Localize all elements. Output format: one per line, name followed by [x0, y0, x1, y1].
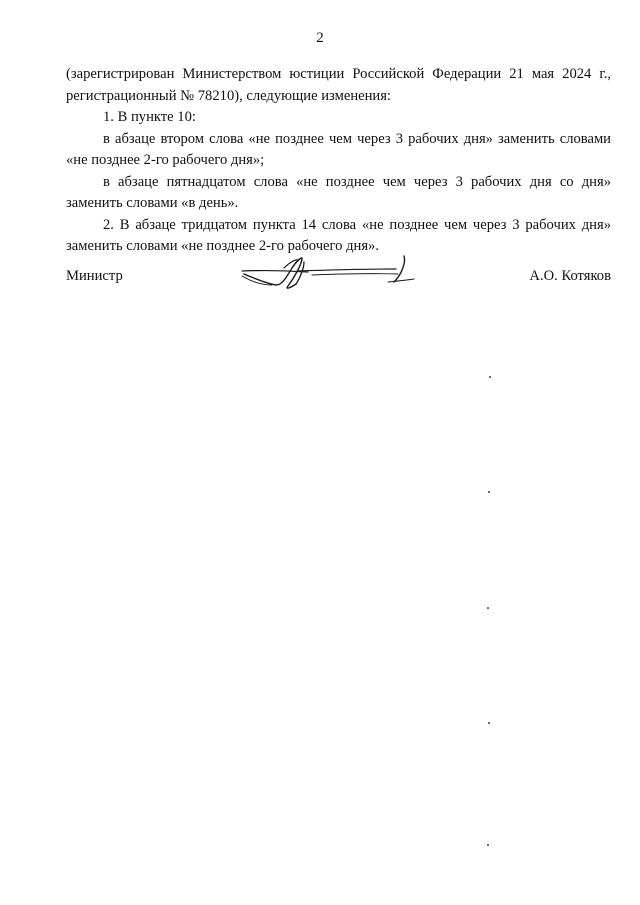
- page-number: 2: [316, 30, 324, 46]
- signature-block: [66, 266, 611, 306]
- document-body: [66, 64, 611, 258]
- signer-name: А.О. Котяков: [529, 268, 611, 284]
- signer-title: Министр: [66, 268, 123, 284]
- scan-speck: [488, 491, 490, 493]
- paragraph-item-1-second-abzac: в абзаце втором слова «не позднее чем через 3 рабочих дня» заменить словами «не позднее 2-го рабочего дня»;: [66, 130, 611, 168]
- scan-speck: [488, 722, 490, 724]
- handwritten-signature: [238, 254, 418, 300]
- scan-speck: [487, 607, 489, 609]
- scan-speck: [489, 376, 491, 378]
- paragraph-item-2: 2. В абзаце тридцатом пункта 14 слова «не позднее чем через 3 рабочих дня» заменить словами «не позднее 2-го рабочего дня».: [66, 216, 611, 254]
- scan-speck: [487, 844, 489, 846]
- paragraph-item-1-fifteenth-abzac: в абзаце пятнадцатом слова «не позднее чем через 3 рабочих дня со дня» заменить словами «в день».: [66, 173, 611, 211]
- paragraph-item-1: 1. В пункте 10:: [103, 109, 196, 125]
- paragraph-registration: (зарегистрирован Министерством юстиции Российской Федерации 21 мая 2024 г., регистрационный № 78210), следующие изменения:: [66, 66, 611, 104]
